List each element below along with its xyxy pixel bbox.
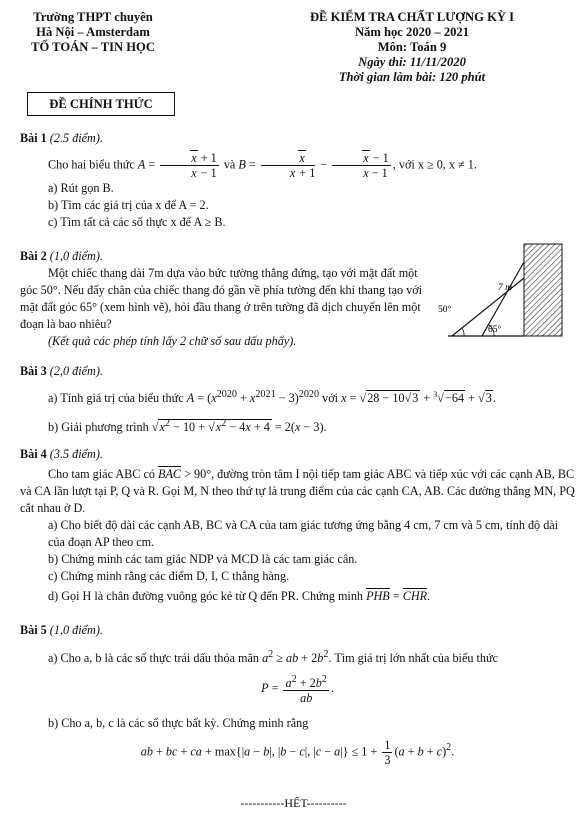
problem-4d: d) Gọi H là chân đường vuông góc kẻ từ Q đến PR. Chứng minh PHB = CHR. bbox=[48, 589, 431, 603]
problem-4-statement: Cho tam giác ABC có BAC > 90°, đường tròn tâm I nội tiếp tam giác ABC và tiếp xúc với các cạnh AB, BC và CA lần lượt tại P, Q và R. Gọi M, N theo thứ tự là trung điểm của các cạnh CA, AB. Các đường thẳng MN, PQ cắt nhau ở D. bbox=[20, 467, 575, 515]
school-name-2: Hà Nội – Amsterdam bbox=[36, 25, 150, 39]
problem-2-statement: Một chiếc thang dài 7m dựa vào bức tường thẳng đứng, tạo với mặt đất một góc 50°. Nếu đẩy chân của chiếc thang đó gần về phía tường đến khi thang tạo với mặt đất góc 65° (xem hình vẽ), hỏi đầu thang ở trên tường đã dịch chuyển lên một đoạn là bao nhiêu? bbox=[20, 266, 423, 331]
school-header bbox=[18, 10, 168, 55]
problem-4c: c) Chứng minh rằng các điểm D, I, C thẳng hàng. bbox=[48, 569, 290, 583]
problem-5b: b) Cho a, b, c là các số thực bất kỳ. Chứng minh rằng bbox=[48, 716, 309, 731]
exam-header bbox=[262, 10, 562, 85]
problem-3 bbox=[20, 363, 575, 436]
problem-5a-expression: P = $\frac{a^2 + 2b^2}{ab}$ . bbox=[261, 674, 334, 706]
problem-2 bbox=[20, 248, 430, 350]
ladder-length-label: 7 m bbox=[498, 283, 512, 293]
end-marker: -----------HẾT---------- bbox=[240, 796, 347, 810]
problem-4-title: Bài 4 (3.5 điểm). bbox=[20, 447, 103, 461]
problem-1a: a) Rút gọn B. bbox=[48, 181, 114, 195]
problem-4b: b) Chứng minh các tam giác NDP và MCD là các tam giác cân. bbox=[48, 552, 358, 566]
angle-50-label: 50° bbox=[438, 305, 452, 315]
problem-3a: a) Tính giá trị của biểu thức $A = (x^{2020} + x^{2021} - 3)^{2020}$ với x = √28 − 10√3 + $^3$√−64 + √3. bbox=[48, 389, 496, 406]
problem-5-title: Bài 5 (1,0 điểm). bbox=[20, 623, 103, 637]
exam-title: ĐỀ KIỂM TRA CHẤT LƯỢNG KỲ I bbox=[309, 10, 515, 24]
official-badge: ĐỀ CHÍNH THỨC bbox=[27, 92, 175, 116]
problem-3-title: Bài 3 (2,0 điểm). bbox=[20, 364, 103, 378]
department: TỔ TOÁN – TIN HỌC bbox=[31, 40, 155, 54]
problem-5 bbox=[20, 622, 575, 767]
problem-2-note: (Kết quả các phép tính lấy 2 chữ số sau dấu phẩy). bbox=[48, 334, 297, 348]
problem-1-title: Bài 1 (2.5 điểm). bbox=[20, 131, 103, 145]
exam-duration: Thời gian làm bài: 120 phút bbox=[338, 70, 486, 84]
wall bbox=[524, 244, 562, 336]
ladder-figure bbox=[438, 242, 578, 342]
exam-year: Năm học 2020 – 2021 bbox=[354, 25, 470, 39]
problem-1 bbox=[20, 130, 575, 231]
problem-2-title: Bài 2 (1,0 điểm). bbox=[20, 249, 103, 263]
problem-1c: c) Tìm tất cả các số thực x để A ≥ B. bbox=[48, 215, 226, 229]
school-name: Trường THPT chuyên bbox=[33, 10, 153, 24]
exam-subject: Môn: Toán 9 bbox=[377, 40, 447, 54]
problem-3b: b) Giải phương trình $√x^2 - 10 + √x^2 - 4x + 4 = 2(x - 3)$. bbox=[48, 418, 327, 435]
angle-65-label: 65° bbox=[488, 325, 502, 335]
problem-5a: a) Cho a, b là các số thực trái dấu thỏa mãn $a^2$ ≥ ab + $2b^2$. Tìm giá trị lớn nhất của biểu thức bbox=[48, 649, 498, 666]
problem-4a: a) Cho biết độ dài các cạnh AB, BC và CA của tam giác tương ứng bằng 4 cm, 7 cm và 5 cm, tính độ dài của đoạn AP theo cm. bbox=[48, 518, 559, 549]
problem-1b: b) Tìm các giá trị của x để A = 2. bbox=[48, 198, 209, 212]
problem-5b-inequality: ab + bc + ca + max{|a − b|, |b − c|, |c − a|} ≤ 1 + $\frac{1}{3}$ $(a + b + c)^2$. bbox=[140, 738, 455, 768]
problem-4 bbox=[20, 446, 575, 605]
problem-1-statement: Cho hai biểu thức A = $\frac{x + 1}{x - 1}$ và B = $\frac{x}{x + 1}$ − $\frac{x - 1}{x - 1}$ , với x ≥ 0, x ≠ 1. bbox=[48, 151, 477, 180]
exam-date: Ngày thi: 11/11/2020 bbox=[358, 55, 466, 69]
